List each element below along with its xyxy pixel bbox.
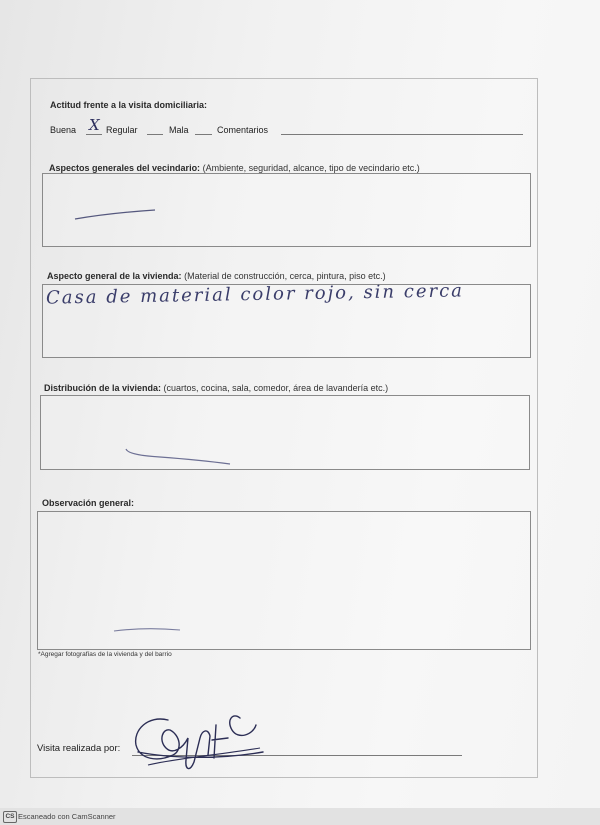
distribution-box — [40, 395, 530, 470]
observation-dash-stroke — [110, 622, 190, 637]
attitude-regular-label: Regular — [106, 125, 138, 135]
housing-heading — [47, 271, 386, 281]
visit-label: Visita realizada por: — [37, 743, 121, 754]
buena-blank — [86, 134, 102, 135]
neighborhood-dash-stroke — [70, 205, 170, 225]
housing-handwritten-text: Casa de material color rojo, sin cerca — [45, 280, 465, 309]
attitude-title: Actitud frente a la visita domiciliaria: — [50, 100, 208, 110]
regular-blank — [147, 134, 163, 135]
housing-note: (Material de construcción, cerca, pintura, piso etc.) — [184, 271, 386, 281]
scanner-footer-text: Escaneado con CamScanner — [18, 812, 116, 821]
distribution-dash-stroke — [120, 443, 240, 468]
observation-heading — [42, 498, 134, 508]
camscanner-logo: CS — [3, 811, 17, 823]
attitude-buena-label: Buena — [50, 125, 77, 135]
attitude-mala-label: Mala — [169, 125, 189, 135]
attitude-comentarios-label: Comentarios — [217, 125, 269, 135]
distribution-title: Distribución de la vivienda: — [44, 383, 162, 393]
scanner-footer — [0, 808, 600, 825]
distribution-note: (cuartos, cocina, sala, comedor, área de lavandería etc.) — [163, 383, 389, 393]
neighborhood-title: Aspectos generales del vecindario: — [49, 163, 201, 173]
observation-title: Observación general: — [42, 498, 135, 508]
neighborhood-note: (Ambiente, seguridad, alcance, tipo de vecindario etc.) — [202, 163, 420, 173]
photo-note: *Agregar fotografías de la vivienda y del barrio — [38, 651, 172, 658]
housing-title: Aspecto general de la vivienda: — [47, 271, 182, 281]
buena-check-mark: X — [89, 116, 100, 134]
neighborhood-heading — [49, 163, 420, 173]
comentarios-line — [281, 134, 523, 135]
mala-blank — [195, 134, 212, 135]
distribution-heading — [44, 383, 388, 393]
signature-image — [128, 700, 268, 780]
